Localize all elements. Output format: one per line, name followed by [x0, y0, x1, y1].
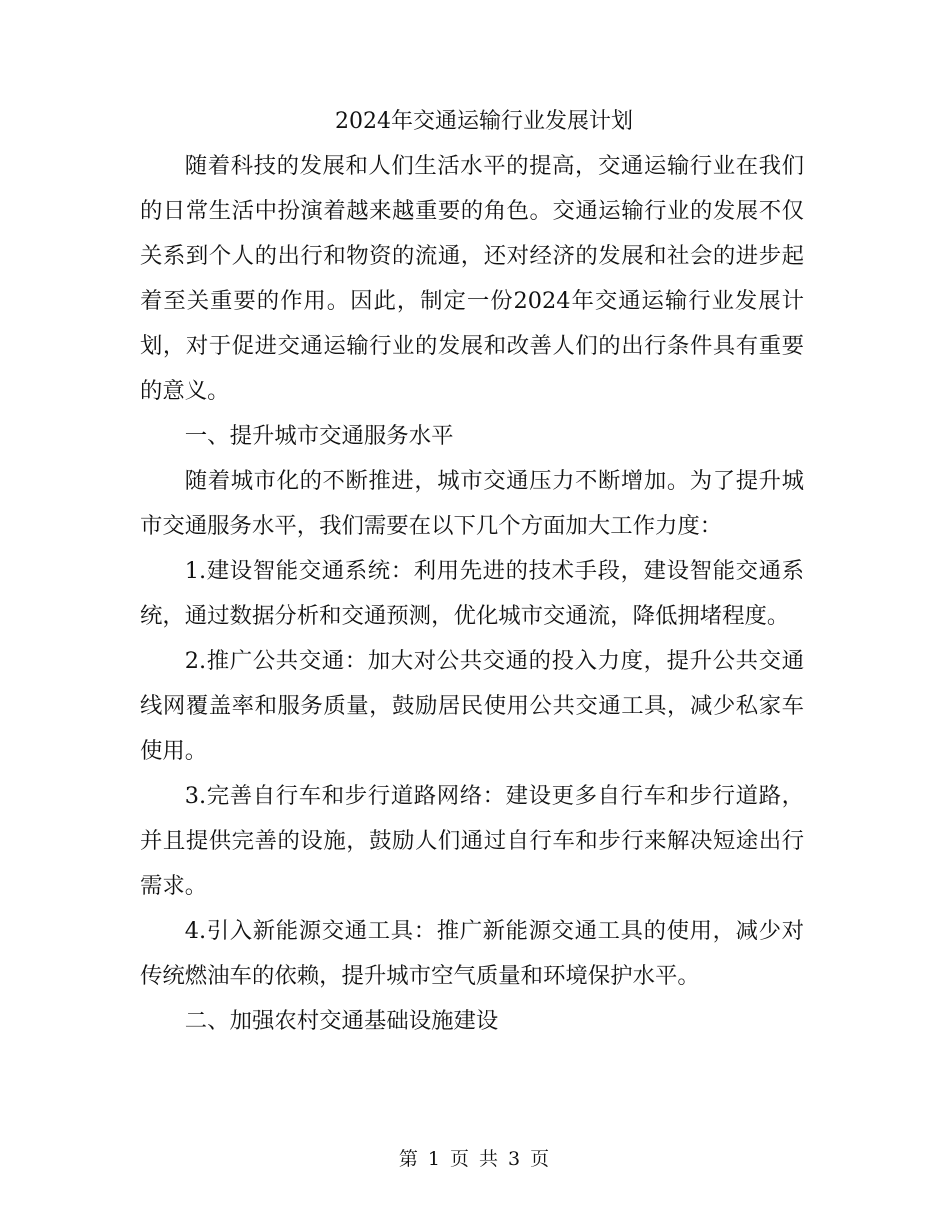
list-item-4: 4.引入新能源交通工具：推广新能源交通工具的使用，减少对传统燃油车的依赖，提升城市空气质量和环境保护水平。 — [140, 918, 804, 989]
intro-paragraph: 随着科技的发展和人们生活水平的提高，交通运输行业在我们的日常生活中扮演着越来越重要的角色。交通运输行业的发展不仅关系到个人的出行和物资的流通，还对经济的发展和社会的进步起着至关重要的作用。因此，制定一份2024年交通运输行业发展计划，对于促进交通运输行业的发展和改善人们的出行条件具有重要的意义。 — [140, 153, 804, 404]
list-item-3: 3.完善自行车和步行道路网络：建设更多自行车和步行道路，并且提供完善的设施，鼓励人们通过自行车和步行来解决短途出行需求。 — [140, 783, 804, 899]
list-item-2: 2.推广公共交通：加大对公共交通的投入力度，提升公共交通线网覆盖率和服务质量，鼓励居民使用公共交通工具，减少私家车使用。 — [140, 648, 804, 764]
section-heading-2: 二、加强农村交通基础设施建设 — [184, 1008, 499, 1034]
page-number-footer: 第 1 页 共 3 页 — [398, 1148, 552, 1170]
section-heading-1: 一、提升城市交通服务水平 — [184, 423, 454, 449]
section-1-paragraph: 随着城市化的不断推进，城市交通压力不断增加。为了提升城市交通服务水平，我们需要在以下几个方面加大工作力度： — [140, 468, 804, 539]
document-title: 2024年交通运输行业发展计划 — [335, 109, 633, 134]
list-item-1: 1.建设智能交通系统：利用先进的技术手段，建设智能交通系统，通过数据分析和交通预测，优化城市交通流，降低拥堵程度。 — [140, 558, 804, 629]
document-body — [140, 100, 804, 1044]
